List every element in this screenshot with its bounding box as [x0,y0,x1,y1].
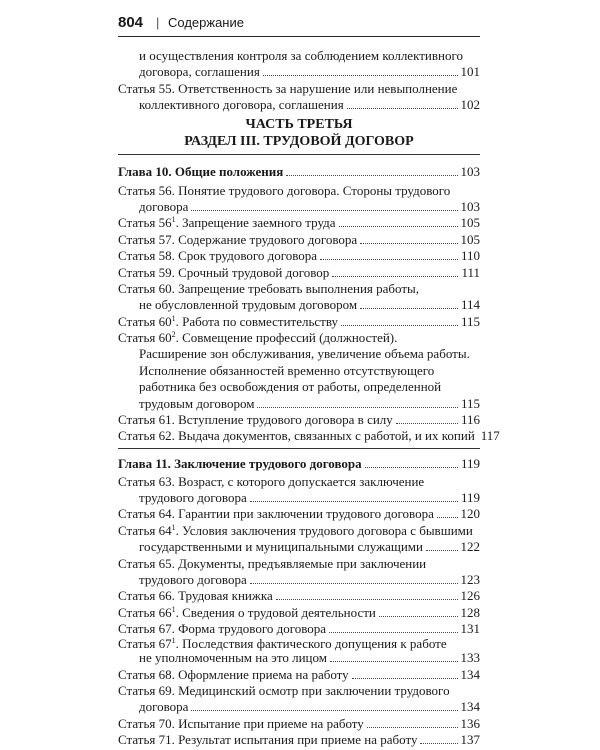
toc-entry[interactable]: Статья $60^1$. Работа по совместительству 115 [118,313,480,329]
toc-entry[interactable]: Статья 67. Форма трудового договора 131 [118,621,480,636]
toc-entry[interactable]: государственными и муниципальными служащими 122 [139,539,480,555]
toc-entry[interactable]: Статья 68. Оформление приема на работу 134 [118,666,480,682]
toc-line: Статья $64^1$. Условия заключения трудового договора с бывшими [118,522,473,538]
toc-line: Статья 60. Запрещение требовать выполнения работы, [118,280,420,296]
toc-entry[interactable]: договора, соглашения 101 [139,64,480,80]
divider [118,154,480,155]
toc-line: Статья 56. Понятие трудового договора. Стороны трудового [118,182,451,198]
toc-entry[interactable]: Статья 62. Выдача документов, связанных с работой, и их копий 117 [118,428,500,444]
toc-entry[interactable]: трудового договора 119 [139,490,480,506]
toc-entry[interactable]: Статья 70. Испытание при приеме на работу 136 [118,715,480,731]
toc-entry[interactable]: не уполномоченным на это лицом 133 [139,650,480,666]
header-separator: | [156,15,160,30]
toc-entry[interactable]: Статья 59. Срочный трудовой договор 111 [118,264,480,280]
toc-entry[interactable]: коллективного договора, соглашения 102 [139,97,480,113]
toc-entry[interactable]: Статья 66. Трудовая книжка 126 [118,588,480,604]
toc-entry[interactable]: трудового договора 123 [139,571,480,587]
section-title: РАЗДЕЛ III. ТРУДОВОЙ ДОГОВОР [184,133,414,149]
divider [118,448,480,449]
toc-line: Статья $67^1$. Последствия фактического допущения к работе [118,635,447,651]
part-title: ЧАСТЬ ТРЕТЬЯ [245,117,353,133]
toc-entry[interactable]: трудовым договором 115 [139,395,480,411]
toc-line: Статья 69. Медицинский осмотр при заключении трудового [118,682,450,698]
toc-chapter-10[interactable]: Глава 10. Общие положения 103 [118,164,480,180]
toc-line: Статья 63. Возраст, с которого допускается заключение [118,473,425,489]
toc-entry[interactable]: договора 134 [139,699,480,715]
toc-line: и осуществления контроля за соблюдением коллективного [139,48,463,63]
toc-line: Статья 65. Документы, предъявляемые при заключении [118,555,427,571]
page-number: 804 [118,14,144,31]
toc-line: работника без освобождения от работы, определенной [139,379,442,395]
toc-entry[interactable]: Статья 71. Результат испытания при приеме на работу 137 [118,732,480,747]
toc-line: Исполнение обязанностей временно отсутствующего [139,362,435,378]
toc-entry[interactable]: Статья $66^1$. Сведения о трудовой деятельности 128 [118,604,480,620]
toc-line: Статья 55. Ответственность за нарушение или невыполнение [118,80,458,96]
toc-entry[interactable]: Статья 58. Срок трудового договора 110 [118,248,480,264]
toc-line: Расширение зон обслуживания, увеличение объема работы. [139,346,470,362]
toc-entry[interactable]: Статья 64. Гарантии при заключении трудового договора 120 [118,506,480,522]
toc-entry[interactable]: договора 103 [139,199,480,214]
toc-entry[interactable]: Статья $56^1$. Запрещение заемного труда 105 [118,215,480,231]
toc-chapter-11[interactable]: Глава 11. Заключение трудового договора 119 [118,455,480,471]
toc-entry[interactable]: Статья 57. Содержание трудового договора 105 [118,231,480,247]
toc-entry[interactable]: Статья 61. Вступление трудового договора в силу 116 [118,411,480,427]
toc-entry[interactable]: не обусловленной трудовым договором 114 [139,297,480,313]
header-section-title: Содержание [168,15,244,30]
running-header [118,14,480,37]
toc-line: Статья $60^2$. Совмещение профессий (должностей). [118,330,398,345]
